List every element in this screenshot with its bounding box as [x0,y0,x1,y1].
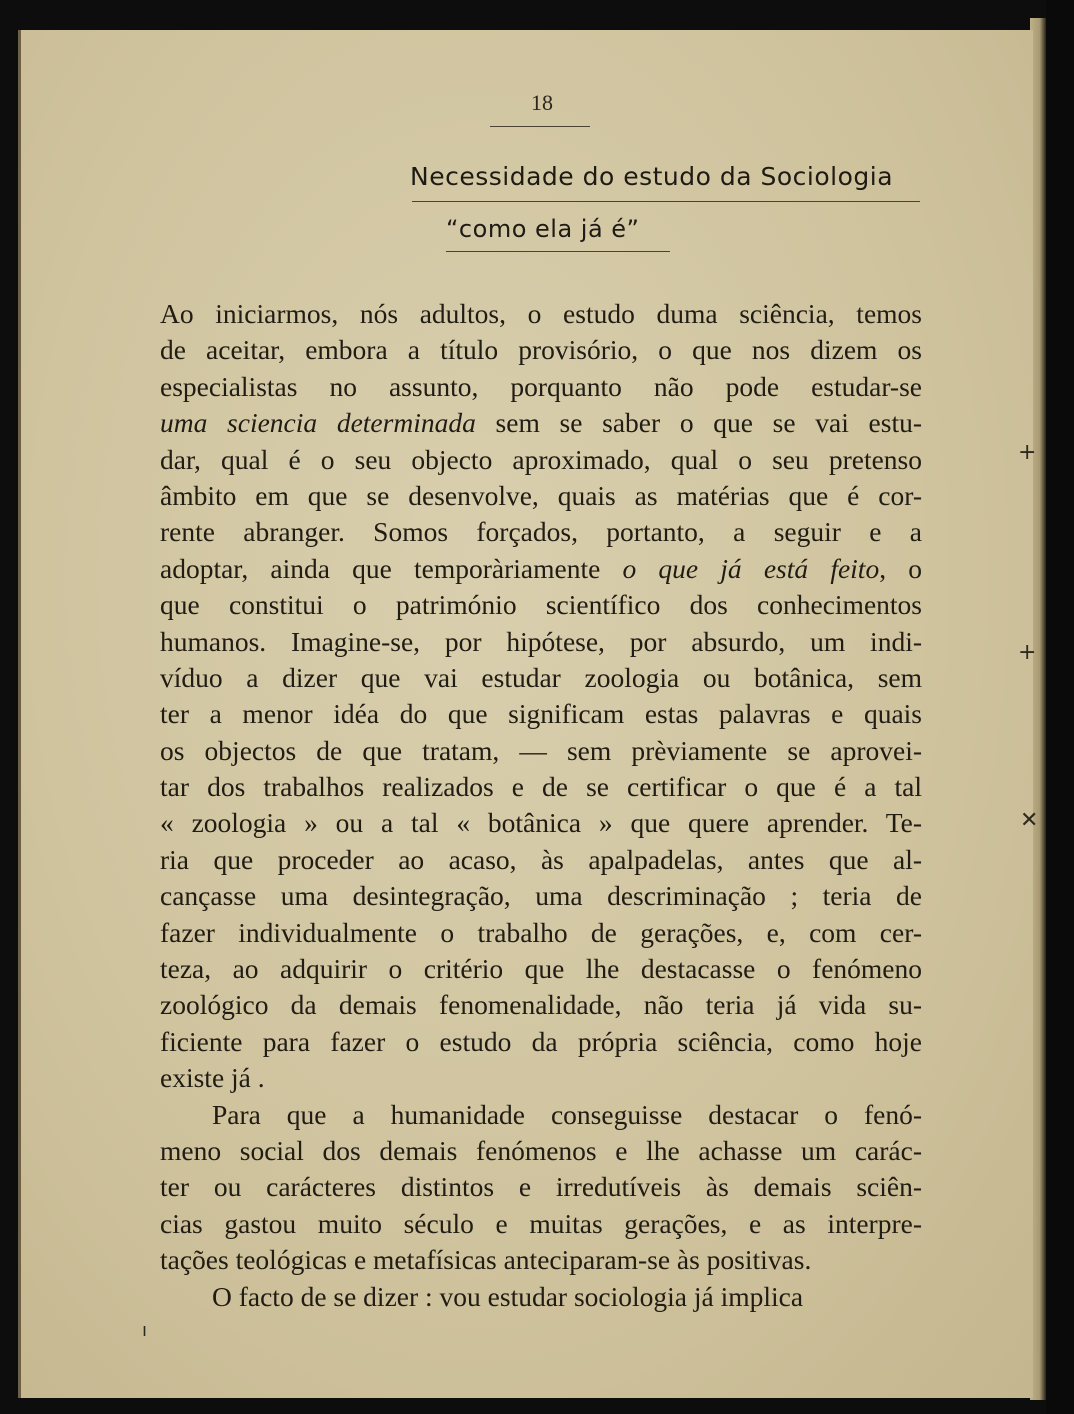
text-line: víduo a dizer que vai estudar zoologia ou botânica, sem [160,661,922,693]
section-title: Necessidade do estudo da Sociologia [410,162,894,191]
text-line: meno social dos demais fenómenos e lhe achasse um carác- [160,1134,922,1166]
margin-mark: + [1018,640,1037,665]
header-rule [490,126,590,127]
subtitle-underline [446,251,670,252]
text-line: Ao iniciarmos, nós adultos, o estudo duma sciência, temos [160,298,922,329]
text-line: de aceitar, embora a título provisório, o que nos dizem os [160,334,922,366]
title-underline [412,201,920,202]
margin-mark: ı [142,1320,148,1341]
text-line: fazer individualmente o trabalho de gerações, e, com cer- [160,916,922,948]
text-line: dar, qual é o seu objecto aproximado, qual o seu pretenso [160,443,922,475]
text-line: ria que proceder ao acaso, às apalpadelas, antes que al- [160,843,922,875]
text-line: tar dos trabalhos realizados e de se certificar o que é a tal [160,771,922,803]
text-line: uma sciencia determinada sem se saber o que se vai estu- [160,407,922,439]
text-line: âmbito em que se desenvolve, quais as matérias que é cor- [160,479,922,511]
text-line: zoológico da demais fenomenalidade, não teria já vida su- [160,989,922,1021]
margin-mark: ✕ [1020,808,1039,833]
italic-phrase: o que já está feito [622,552,880,584]
text-line: existe já . [160,1062,265,1094]
text-line: ficiente para fazer o estudo da própria sciência, como hoje [160,1025,922,1057]
page-number: 18 [531,90,553,115]
italic-phrase: uma sciencia determinada [160,407,476,439]
text-line: cias gastou muito século e muitas gerações, e as interpre- [160,1207,922,1239]
text-line: especialistas no assunto, porquanto não pode estudar-se [160,370,922,402]
text-line: O facto de se dizer : vou estudar sociologia já implica [212,1280,804,1312]
text-line: adoptar, ainda que temporàriamente o que já está feito, o [160,552,922,584]
text-line: que constitui o património scientífico dos conhecimentos [160,589,922,621]
scan-background-edge [1046,0,1074,1414]
text-line: os objectos de que tratam, — sem prèviamente se aprovei- [160,734,922,766]
body-text [160,296,922,1315]
text-line: Para que a humanidade conseguisse destacar o fenó- [212,1098,922,1130]
text-line: ter ou carácteres distintos e irredutíveis às demais sciên- [160,1171,922,1203]
text-line: tações teológicas e metafísicas anteciparam-se às positivas. [160,1244,812,1276]
text-line: teza, ao adquirir o critério que lhe destacasse o fenómeno [160,953,922,985]
text-line: humanos. Imagine-se, por hipótese, por absurdo, um indi- [160,625,922,657]
text-line: cançasse uma desintegração, uma descriminação ; teria de [160,880,922,912]
section-subtitle: “como ela já é” [446,215,640,243]
text-line: rente abranger. Somos forçados, portanto, a seguir e a [160,516,922,548]
margin-mark: + [1018,440,1037,465]
text-line: ter a menor idéa do que significam estas palavras e quais [160,698,922,730]
text-line: « zoologia » ou a tal « botânica » que quere aprender. Te- [160,807,922,839]
